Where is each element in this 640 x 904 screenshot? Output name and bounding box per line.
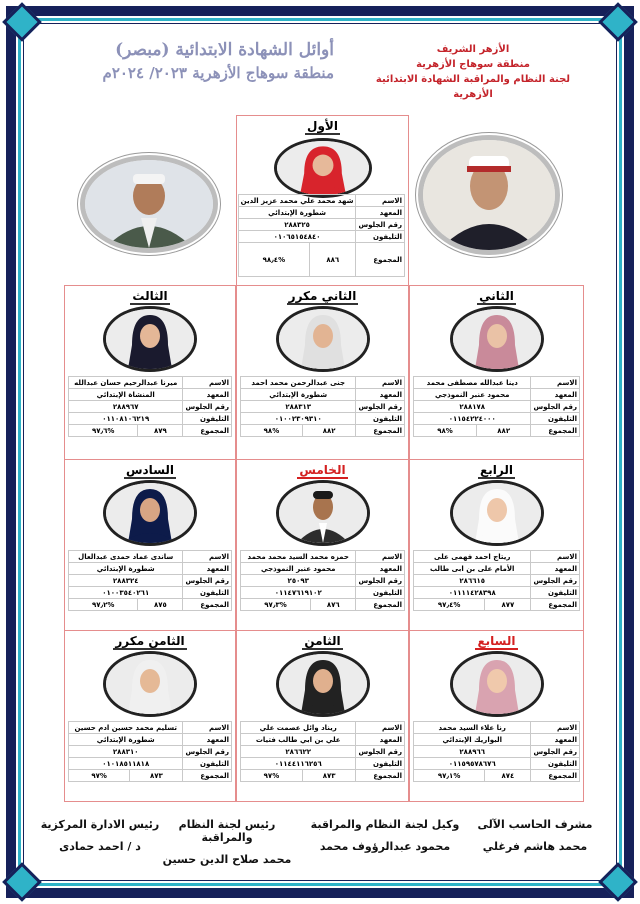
label-phone: التليفون (183, 758, 232, 770)
signature-title: رئيس لجنة النظام والمراقبة (178, 818, 276, 844)
info-row (241, 587, 405, 599)
info-row (69, 575, 232, 587)
rank-label: الخامس (299, 463, 346, 477)
student-institute: الأمام على بن ابى طالب (414, 563, 531, 575)
info-row (414, 746, 580, 758)
info-row (69, 587, 232, 599)
org-line-2: منطقة سوهاج الأزهرية (416, 59, 530, 70)
student-score: ٨٨٦ (310, 243, 356, 277)
student-info-table (240, 721, 405, 782)
student-card (64, 630, 236, 802)
rank-title (65, 289, 235, 303)
student-percent: %٩٨ (414, 425, 477, 437)
label-name: الاسم (356, 551, 405, 563)
student-seat-number: ٢٨٦٦٢٢ (241, 746, 356, 758)
total-row (414, 599, 580, 611)
label-phone: التليفون (531, 587, 580, 599)
label-total: المجموع (356, 770, 405, 782)
label-phone: التليفون (356, 413, 405, 425)
total-row (414, 425, 580, 437)
label-institute: المعهد (356, 563, 405, 575)
total-row (69, 599, 232, 611)
info-row (414, 758, 580, 770)
student-seat-number: ٢٨٨٩٦٦ (414, 746, 531, 758)
info-row (241, 722, 405, 734)
student-percent: %٩٧٫٢ (69, 599, 138, 611)
student-info-table (68, 550, 232, 611)
student-info-table (413, 721, 580, 782)
label-phone: التليفون (356, 587, 405, 599)
student-name: ريتاج احمد فهمى على (414, 551, 531, 563)
rank-label: الثاني مكرر (288, 289, 357, 303)
student-percent: %٩٧٫٦ (69, 425, 138, 437)
signature-title: وكيل لجنة النظام والمراقبة (310, 818, 460, 831)
student-name: دينا عبدالله مصطفى محمد (414, 377, 531, 389)
student-seat-number: ٢٨٨٣١٣ (241, 401, 356, 413)
label-institute: المعهد (531, 563, 580, 575)
student-phone: ٠١١٥٩٥٧٨٦٧٦ (414, 758, 531, 770)
student-photo (276, 480, 370, 546)
student-seat-number: ٢٨٨٣٢٥ (238, 219, 356, 231)
student-institute: شطورة الإبتدائي (238, 207, 356, 219)
student-score: ٨٧٥ (138, 599, 183, 611)
student-info-table (413, 376, 580, 437)
label-phone: التليفون (356, 758, 405, 770)
person-portrait-icon (453, 483, 541, 543)
student-info-table (68, 376, 232, 437)
label-name: الاسم (356, 195, 405, 207)
person-portrait-icon (453, 654, 541, 714)
person-portrait-icon (106, 483, 194, 543)
total-row (241, 425, 405, 437)
student-score: ٨٨٢ (476, 425, 531, 437)
label-institute: المعهد (183, 563, 232, 575)
signature-name: محمد صلاح الدين حسين (162, 853, 292, 866)
student-score: ٨٧٦ (311, 599, 356, 611)
signatures-footer (40, 818, 600, 866)
student-institute: محمود عنبر النموذجي (241, 563, 356, 575)
student-info-table (413, 550, 580, 611)
student-name: رنا علاء السيد محمد (414, 722, 531, 734)
student-score: ٨٧٣ (302, 770, 356, 782)
label-total: المجموع (183, 770, 232, 782)
info-row (238, 195, 404, 207)
info-row (414, 551, 580, 563)
student-seat-number: ٢٨٦٦١٥ (414, 575, 531, 587)
student-institute: المنشاة الإبتدائي (69, 389, 183, 401)
info-row (241, 413, 405, 425)
info-row (414, 734, 580, 746)
student-name: ساندى عماد حمدى عبدالعال (69, 551, 183, 563)
student-percent: %٩٧ (69, 770, 130, 782)
rank-label: الرابع (480, 463, 513, 477)
student-info-table (68, 721, 232, 782)
student-card (236, 630, 409, 802)
info-row (69, 722, 232, 734)
info-row (414, 722, 580, 734)
rank-title (410, 634, 583, 648)
label-name: الاسم (531, 722, 580, 734)
student-phone: ٠١١١١٤٢٨٣٩٨ (414, 587, 531, 599)
student-institute: البواريك الإبتدائي (414, 734, 531, 746)
student-card (64, 459, 236, 631)
signature-central-admin-head (40, 818, 160, 862)
info-row (414, 401, 580, 413)
person-portrait-icon (277, 141, 369, 195)
label-institute: المعهد (183, 734, 232, 746)
student-seat-number: ٢٨٨٣٢٤ (69, 575, 183, 587)
student-name: حمزه محمد السيد محمد محمد (241, 551, 356, 563)
label-institute: المعهد (531, 389, 580, 401)
person-portrait-icon (279, 654, 367, 714)
rank-title (410, 289, 583, 303)
student-card (236, 285, 409, 460)
student-photo (450, 306, 544, 372)
student-score: ٨٧٤ (485, 770, 531, 782)
label-institute: المعهد (356, 389, 405, 401)
student-percent: %٩٧٫٤ (414, 599, 485, 611)
student-seat-number: ٢٨٨١٧٨ (414, 401, 531, 413)
label-institute: المعهد (356, 734, 405, 746)
student-photo (276, 306, 370, 372)
student-info-table (240, 550, 405, 611)
rank-title (237, 119, 408, 133)
label-seat: رقم الجلوس (531, 575, 580, 587)
student-percent: %٩٨٫٤ (238, 243, 309, 277)
student-card (236, 115, 409, 287)
rank-title (410, 463, 583, 477)
label-seat: رقم الجلوس (531, 746, 580, 758)
rank-label: الثامن مكرر (115, 634, 185, 648)
info-row (414, 377, 580, 389)
label-seat: رقم الجلوس (531, 401, 580, 413)
info-row (241, 377, 405, 389)
info-row (241, 401, 405, 413)
organization-header (358, 42, 588, 102)
student-card (64, 285, 236, 460)
student-photo (103, 651, 197, 717)
rank-title (237, 463, 408, 477)
student-phone: ٠١٠٠٢٣٠٩٣١٠ (241, 413, 356, 425)
student-seat-number: ٢٥٠٩٣ (241, 575, 356, 587)
student-seat-number: ٢٨٨٣١٠ (69, 746, 183, 758)
student-phone: ٠١٠٠٣٥٤٠٢٦١ (69, 587, 183, 599)
label-name: الاسم (356, 722, 405, 734)
label-seat: رقم الجلوس (183, 575, 232, 587)
label-seat: رقم الجلوس (356, 401, 405, 413)
info-row (241, 746, 405, 758)
student-phone: ٠١٠٦٥١٥٤٨٤٠ (238, 231, 356, 243)
label-name: الاسم (183, 722, 232, 734)
label-phone: التليفون (531, 758, 580, 770)
student-name: جنى عبدالرحمن محمد احمد (241, 377, 356, 389)
info-row (414, 575, 580, 587)
total-row (241, 599, 405, 611)
person-portrait-icon (279, 309, 367, 369)
info-row (238, 231, 404, 243)
label-institute: المعهد (531, 734, 580, 746)
total-row (414, 770, 580, 782)
rank-label: السادس (125, 463, 175, 477)
label-phone: التليفون (183, 413, 232, 425)
signature-name: د / احمد حمادى (59, 840, 141, 853)
title-line-2: منطقة سوهاج الأزهرية ٢٠٢٣/ ٢٠٢٤م (102, 64, 334, 82)
student-score: ٨٨٢ (302, 425, 356, 437)
label-seat: رقم الجلوس (356, 746, 405, 758)
label-total: المجموع (356, 425, 405, 437)
student-institute: شطورة الإبتدائي (69, 734, 183, 746)
student-photo (103, 306, 197, 372)
label-phone: التليفون (183, 587, 232, 599)
student-card (236, 459, 409, 631)
student-photo (274, 138, 372, 198)
info-row (69, 377, 232, 389)
info-row (241, 734, 405, 746)
info-row (238, 219, 404, 231)
total-row (69, 770, 232, 782)
signature-committee-deputy (310, 818, 460, 862)
official-portrait-left (80, 155, 218, 253)
label-total: المجموع (356, 599, 405, 611)
student-info-table (238, 194, 405, 277)
rank-title (237, 634, 408, 648)
label-seat: رقم الجلوس (183, 401, 232, 413)
signature-title: رئيس الادارة المركزية (40, 818, 160, 831)
info-row (69, 389, 232, 401)
label-total: المجموع (356, 243, 405, 277)
student-phone: ٠١١٠٨١٠٦٢١٩ (69, 413, 183, 425)
rank-label: الأول (307, 119, 338, 133)
info-row (69, 734, 232, 746)
student-phone: ٠١١٤٧٦١٩١٠٢ (241, 587, 356, 599)
label-name: الاسم (183, 551, 232, 563)
info-row (241, 389, 405, 401)
student-name: تسليم محمد حسين ادم حسين (69, 722, 183, 734)
student-percent: %٩٨ (241, 425, 303, 437)
rank-label: الثالث (132, 289, 168, 303)
student-score: ٨٧٩ (138, 425, 183, 437)
student-institute: شطورة الإبتدائي (69, 563, 183, 575)
label-total: المجموع (183, 425, 232, 437)
student-photo (450, 651, 544, 717)
student-percent: %٩٧٫٣ (241, 599, 311, 611)
student-phone: ٠١١٥٤٢٢٤٠٠٠ (414, 413, 531, 425)
total-row (238, 243, 404, 277)
student-photo (103, 480, 197, 546)
student-name: شهد محمد علي محمد عزيز الدين (238, 195, 356, 207)
label-name: الاسم (531, 377, 580, 389)
signature-name: محمود عبدالرؤوف محمد (319, 840, 451, 853)
label-institute: المعهد (356, 207, 405, 219)
student-percent: %٩٧ (241, 770, 303, 782)
person-portrait-icon (85, 160, 213, 248)
person-portrait-icon (423, 140, 555, 250)
student-institute: شطورة الإبتدائي (241, 389, 356, 401)
person-portrait-icon (453, 309, 541, 369)
label-name: الاسم (356, 377, 405, 389)
info-row (69, 551, 232, 563)
info-row (414, 413, 580, 425)
student-photo (276, 651, 370, 717)
info-row (69, 746, 232, 758)
info-row (414, 389, 580, 401)
label-total: المجموع (183, 599, 232, 611)
person-portrait-icon (106, 309, 194, 369)
student-card (409, 285, 584, 460)
info-row (69, 563, 232, 575)
label-name: الاسم (531, 551, 580, 563)
info-row (241, 563, 405, 575)
student-phone: ٠١١٤٤١١٦٢٥٦ (241, 758, 356, 770)
org-line-1: الأزهر الشريف (436, 44, 510, 55)
rank-label: الثامن (304, 634, 341, 648)
rank-label: السابع (477, 634, 516, 648)
title-line-1: أوائل الشهادة الابتدائية (مبصر) (115, 40, 334, 60)
info-row (238, 207, 404, 219)
label-phone: التليفون (356, 231, 405, 243)
org-line-3: لجنة النظام والمراقبة الشهادة الابتدائية الأزهرية (375, 74, 571, 100)
label-seat: رقم الجلوس (356, 219, 405, 231)
total-row (241, 770, 405, 782)
student-card (409, 630, 584, 802)
person-portrait-icon (279, 483, 367, 543)
student-photo (450, 480, 544, 546)
info-row (69, 413, 232, 425)
label-seat: رقم الجلوس (356, 575, 405, 587)
student-name: ريناد وائل عصمت علي (241, 722, 356, 734)
info-row (414, 563, 580, 575)
total-row (69, 425, 232, 437)
rank-label: الثاني (479, 289, 514, 303)
label-total: المجموع (531, 770, 580, 782)
rank-title (65, 463, 235, 477)
student-institute: محمود عنبر النموذجي (414, 389, 531, 401)
official-portrait-right (418, 135, 560, 255)
label-phone: التليفون (531, 413, 580, 425)
label-total: المجموع (531, 599, 580, 611)
signature-committee-head (152, 818, 302, 875)
student-card (409, 459, 584, 631)
info-row (241, 575, 405, 587)
info-row (69, 758, 232, 770)
student-seat-number: ٢٨٨٩٦٧ (69, 401, 183, 413)
page-title (44, 40, 334, 82)
info-row (414, 587, 580, 599)
student-score: ٨٧٧ (485, 599, 531, 611)
info-row (241, 551, 405, 563)
student-info-table (240, 376, 405, 437)
student-score: ٨٧٣ (130, 770, 183, 782)
label-name: الاسم (183, 377, 232, 389)
signature-title: مشرف الحاسب الآلى (477, 818, 593, 831)
info-row (69, 401, 232, 413)
person-portrait-icon (106, 654, 194, 714)
student-name: ميرنا عبدالرحيم حسان عبدالله (69, 377, 183, 389)
student-percent: %٩٧٫١ (414, 770, 485, 782)
rank-title (237, 289, 408, 303)
signature-computer-supervisor (470, 818, 600, 862)
student-phone: ٠١٠١٨٥١١٨١٨ (69, 758, 183, 770)
rank-title (65, 634, 235, 648)
label-seat: رقم الجلوس (183, 746, 232, 758)
student-institute: علي بن ابي طالب فتيات (241, 734, 356, 746)
label-total: المجموع (531, 425, 580, 437)
signature-name: محمد هاشم فرغلي (482, 840, 588, 853)
label-institute: المعهد (183, 389, 232, 401)
info-row (241, 758, 405, 770)
